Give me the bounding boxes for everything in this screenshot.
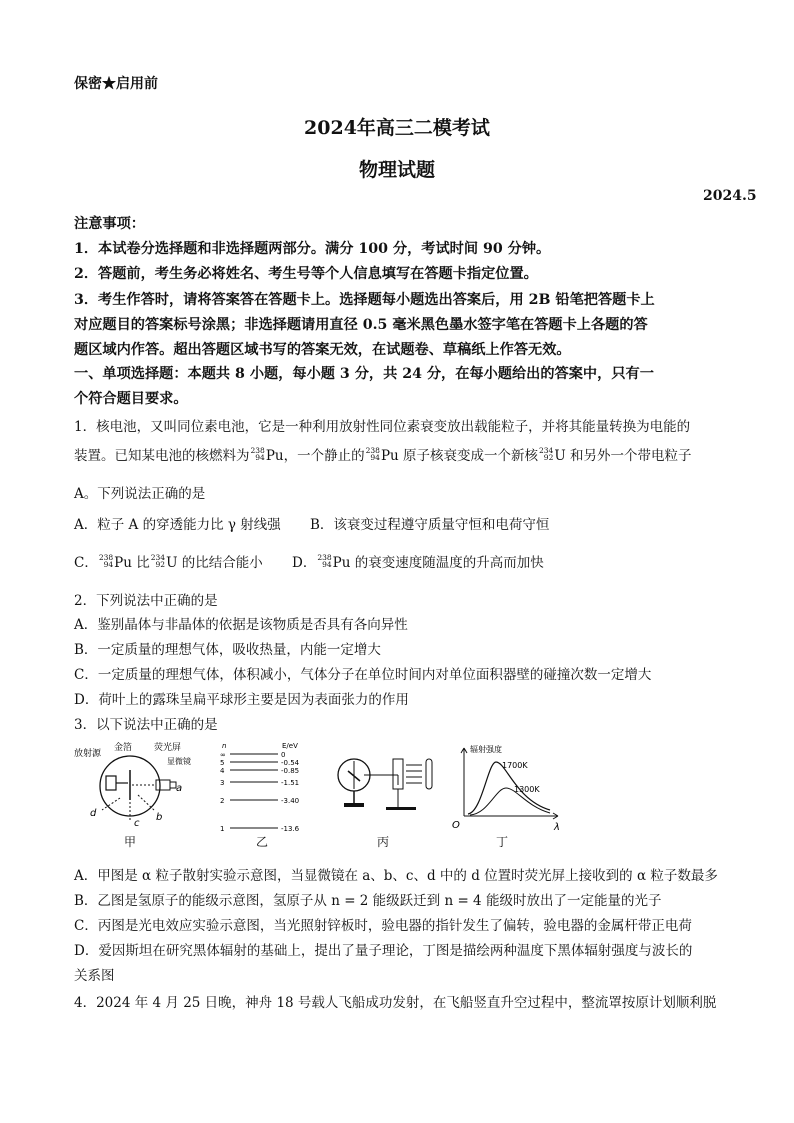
note-3-line1: 3．考生作答时，请将答案答在答题卡上。选择题每小题选出答案后，用 2B 铅笔把答题卡上 [74,292,655,308]
energy-level-n: 2 [220,797,225,805]
figure-jia-caption: 甲 [124,835,137,849]
note-2: 2．答题前，考生务必将姓名、考生号等个人信息填写在答题卡指定位置。 [74,266,538,282]
energy-level-n: 4 [220,767,225,775]
energy-level-value: -0.85 [281,767,300,775]
energy-level-n: 3 [220,779,225,787]
note-1: 1．本试卷分选择题和非选择题两部分。满分 100 分，考试时间 90 分钟。 [74,241,551,257]
label-d: d [90,808,97,819]
energy-level-value: 0 [281,751,286,759]
figure-bing-photoelectric [330,745,445,835]
q2-stem: 2．下列说法中正确的是 [74,593,218,609]
q1-option-a: A．粒子 A 的穿透能力比 γ 射线强 [74,517,281,533]
axis-intensity-label: 辐射强度 [470,745,502,754]
figure-yi-caption: 乙 [256,835,269,849]
curve-label-1700k: 1700K [502,761,528,770]
q1-stem-line1: 1．核电池，又叫同位素电池，它是一种利用放射性同位素衰变放出载能粒子，并将其能量转换为电能的 [74,419,691,435]
label-a: a [176,783,183,794]
label-b: b [156,812,163,823]
q2-option-b: B．一定质量的理想气体，吸收热量，内能一定增大 [74,642,381,658]
label-foil: 金箔 [114,743,133,753]
figure-ding-caption: 丁 [496,835,509,849]
figure-ding-blackbody [450,740,565,835]
note-3-line3: 题区域内作答。超出答题区域书写的答案无效，在试题卷、草稿纸上作答无效。 [74,342,571,358]
figure-jia-alpha-scattering [72,740,202,835]
axis-e-label: E/eV [282,742,298,750]
energy-level-n: 1 [220,825,225,833]
label-c: c [134,818,140,829]
q1-stem-line3: A。下列说法正确的是 [74,486,206,502]
pu-isotope: 238 94 [365,446,380,462]
pu-isotope: 238 94 [98,553,114,569]
q2-option-c: C．一定质量的理想气体，体积减小，气体分子在单位时间内对单位面积器壁的碰撞次数一定增大 [74,667,652,683]
energy-level-value: -3.40 [281,797,300,805]
q2-option-d: D．荷叶上的露珠呈扁平球形主要是因为表面张力的作用 [74,692,409,708]
q3-option-c: C．丙图是光电效应实验示意图，当光照射锌板时，验电器的指针发生了偏转，验电器的金属杆带正电荷 [74,918,692,934]
axis-wavelength-label: λ [554,822,560,833]
figure-bing-caption: 丙 [377,835,390,849]
notes-heading: 注意事项： [74,216,145,232]
q1-option-d: D． 238 94 Pu 的衰变速度随温度的升高而加快 [292,553,544,571]
q1-stem-line2: 装置。已知某电池的核燃料为 238 94 Pu，一个静止的 238 94 Pu 原子核衰变成一个新核 234 92 U 和另外一个带电粒子 [74,446,692,464]
axis-n-label: n [222,742,227,750]
section-1-heading: 一、单项选择题：本题共 8 小题，每小题 3 分，共 24 分，在每小题给出的答案中，只有一 [74,366,654,382]
q3-option-a: A．甲图是 α 粒子散射实验示意图，当显微镜在 a、b、c、d 中的 d 位置时荧光屏上接收到的 α 粒子数最多 [74,868,718,884]
u-isotope: 234 92 [539,446,554,462]
energy-level-value: -0.54 [281,759,300,767]
q3-option-b: B．乙图是氢原子的能级示意图，氢原子从 n = 2 能级跃迁到 n = 4 能级时放出了一定能量的光子 [74,893,662,909]
q4-stem-line1: 4．2024 年 4 月 25 日晚，神舟 18 号载人飞船成功发射，在飞船竖直升空过程中，整流罩按原计划顺利脱 [74,995,717,1011]
figure-yi-energy-levels [210,740,310,835]
curve-label-1300k: 1300K [514,785,540,794]
energy-level-n: 5 [220,759,225,767]
energy-level-value: -13.6 [281,825,300,833]
subject-title: 物理试题 [358,159,435,181]
q3-option-d-line2: 关系图 [74,968,115,984]
label-screen: 荧光屏 [154,743,182,753]
section-1-heading-cont: 个符合题目要求。 [74,391,188,407]
q2-option-a: A．鉴别晶体与非晶体的依据是该物质是否具有各向异性 [74,617,408,633]
exam-date: 2024.5 [703,188,757,204]
pu-isotope: 238 94 [317,553,332,569]
energy-level-value: -1.51 [281,779,300,787]
pu-isotope: 238 94 [250,446,265,462]
note-3-line2: 对应题目的答案标号涂黑；非选择题请用直径 0.5 毫米黑色墨水签字笔在答题卡上各题的答 [74,317,648,333]
label-scope: 显微镜 [167,757,191,766]
q1-option-c: C． 238 94 Pu 比 234 92 U 的比结合能小 [74,553,263,571]
q3-stem: 3．以下说法中正确的是 [74,717,218,733]
label-source: 放射源 [74,749,102,759]
q1-option-b: B．该衰变过程遵守质量守恒和电荷守恒 [310,517,550,533]
energy-level-n: ∞ [220,751,226,759]
q3-option-d-line1: D．爱因斯坦在研究黑体辐射的基础上，提出了量子理论，丁图是描绘两种温度下黑体辐射强度与波长的 [74,943,693,959]
u-isotope: 234 92 [150,553,166,569]
exam-title: 2024年高三二模考试 [304,117,490,139]
origin-label: O [452,820,460,831]
confidential-label: 保密★启用前 [74,76,158,92]
